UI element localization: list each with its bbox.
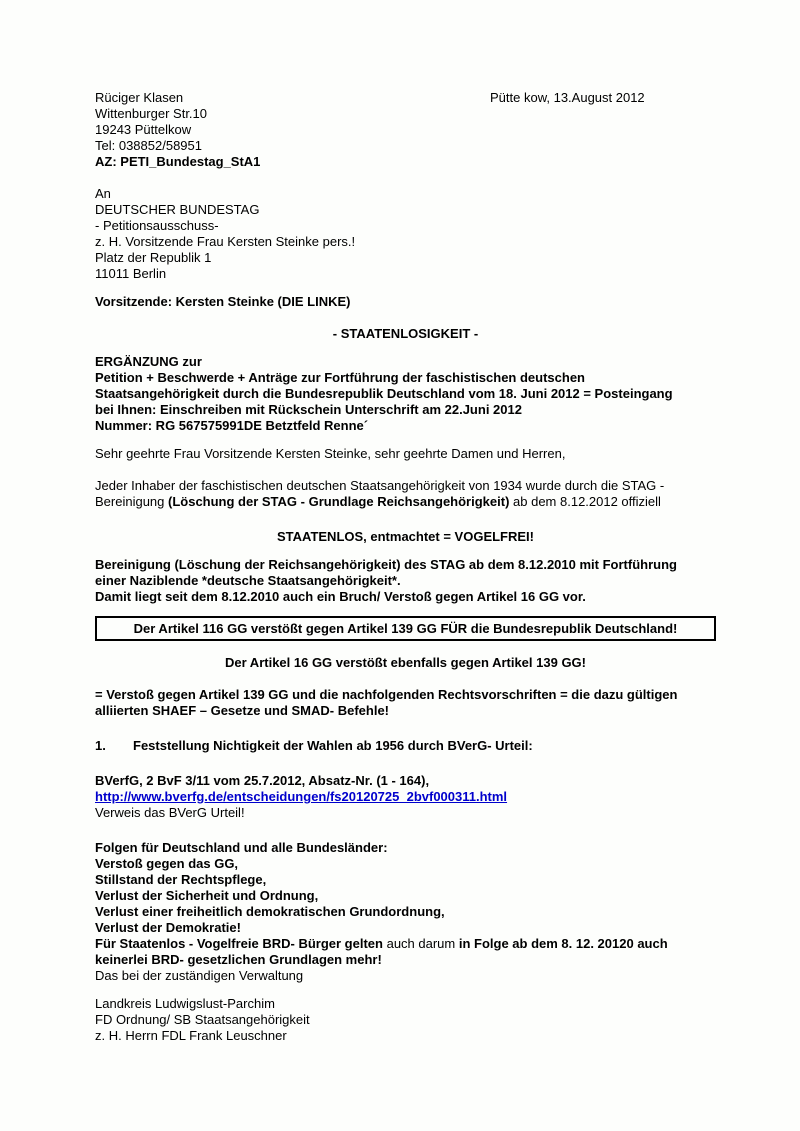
verstoss-block: [95, 687, 716, 719]
folgen-item: Verlust der Demokratie!: [95, 920, 241, 935]
folgen-conclusion-line1: [95, 936, 716, 952]
footer-recipient-line: FD Ordnung/ SB Staatsangehörigkeit: [95, 1012, 310, 1027]
folgen-block: [95, 840, 716, 984]
recipient-line: An: [95, 186, 111, 201]
sender-city: 19243 Püttelkow: [95, 122, 192, 137]
footer-recipient-block: [95, 996, 716, 1044]
list-item-text: Feststellung Nichtigkeit der Wahlen ab 1956 durch BVerG- Urteil:: [133, 738, 533, 753]
verstoss-line: alliierten SHAEF – Gesetze und SMAD- Befehle!: [95, 703, 390, 718]
paragraph-stag-line1: Jeder Inhaber der faschistischen deutschen Staatsangehörigkeit von 1934 wurde durch die STAG -: [95, 478, 665, 493]
ergaenzung-block: [95, 354, 716, 434]
bereinigung-line: Damit liegt seit dem 8.12.2010 auch ein Bruch/ Verstoß gegen Artikel 16 GG vor.: [95, 589, 586, 604]
paragraph-stag-line2: [95, 494, 716, 510]
verstoss-line: = Verstoß gegen Artikel 139 GG und die nachfolgenden Rechtsvorschriften = die dazu gültigen: [95, 687, 678, 702]
folgen-item: Verlust der Sicherheit und Ordnung,: [95, 888, 319, 903]
folgen-conclusion-bold-end: in Folge ab dem 8. 12. 20120 auch: [458, 936, 668, 951]
folgen-conclusion-bold: Für Staatenlos - Vogelfreie BRD- Bürger gelten: [95, 936, 387, 951]
paragraph-stag: [95, 478, 716, 510]
recipient-line: 11011 Berlin: [95, 266, 167, 281]
ergaenzung-line: Petition + Beschwerde + Anträge zur Fortführung der faschistischen deutschen: [95, 370, 586, 385]
footer-recipient-line: Landkreis Ludwigslust-Parchim: [95, 996, 275, 1011]
recipient-line: z. H. Vorsitzende Frau Kersten Steinke pers.!: [95, 234, 356, 249]
ergaenzung-line: Staatsangehörigkeit durch die Bundesrepublik Deutschland vom 18. Juni 2012 = Posteingang: [95, 386, 673, 401]
folgen-note: Das bei der zuständigen Verwaltung: [95, 968, 304, 983]
folgen-conclusion-regular: auch darum: [386, 936, 459, 951]
court-reference-link-row: [95, 789, 716, 805]
paragraph-stag-regular-end: ab dem 8.12.2012 offiziell: [509, 494, 661, 509]
ergaenzung-line: ERGÄNZUNG zur: [95, 354, 202, 369]
footer-recipient-line: z. H. Herrn FDL Frank Leuschner: [95, 1028, 287, 1043]
court-reference-line: BVerfG, 2 BvF 3/11 vom 25.7.2012, Absatz-Nr. (1 - 164),: [95, 773, 430, 788]
letter-header: [95, 90, 716, 170]
paragraph-stag-regular: Bereinigung: [95, 494, 168, 509]
bverfg-link[interactable]: http://www.bverfg.de/entscheidungen/fs20120725_2bvf000311.html: [95, 789, 508, 804]
bereinigung-block: [95, 557, 716, 605]
court-reference-note: Verweis das BVerG Urteil!: [95, 805, 245, 820]
recipient-line: Platz der Republik 1: [95, 250, 212, 265]
paragraph-stag-bold: (Löschung der STAG - Grundlage Reichsangehörigkeit): [168, 494, 510, 509]
salutation: Sehr geehrte Frau Vorsitzende Kersten Steinke, sehr geehrte Damen und Herren,: [95, 446, 566, 461]
sender-phone: Tel: 038852/58951: [95, 138, 202, 153]
recipient-line: - Petitionsausschuss-: [95, 218, 219, 233]
slogan: STAATENLOS, entmachtet = VOGELFREI!: [276, 529, 535, 544]
folgen-item: Verstoß gegen das GG,: [95, 856, 239, 871]
list-item-1: [95, 738, 716, 754]
sender-name: Rüciger Klasen: [95, 90, 184, 105]
sender-file-reference: AZ: PETI_Bundestag_StA1: [95, 154, 261, 169]
list-item-number: 1.: [95, 738, 106, 753]
bereinigung-line: einer Naziblende *deutsche Staatsangehörigkeit*.: [95, 573, 401, 588]
ergaenzung-line: bei Ihnen: Einschreiben mit Rückschein Unterschrift am 22.Juni 2012: [95, 402, 522, 417]
centered-statement: Der Artikel 16 GG verstößt ebenfalls gegen Artikel 139 GG!: [225, 655, 586, 670]
main-title: - STAATENLOSIGKEIT -: [332, 326, 479, 341]
dateline: Pütte kow, 13.August 2012: [490, 90, 645, 105]
folgen-title: Folgen für Deutschland und alle Bundesländer:: [95, 840, 388, 855]
recipient-block: [95, 186, 716, 282]
folgen-item: Verlust einer freiheitlich demokratischen Grundordnung,: [95, 904, 445, 919]
boxed-statement: Der Artikel 116 GG verstößt gegen Artikel 139 GG FÜR die Bundesrepublik Deutschland!: [95, 616, 716, 641]
ergaenzung-line: Nummer: RG 567575991DE Betztfeld Renne´: [95, 418, 369, 433]
bereinigung-line: Bereinigung (Löschung der Reichsangehörigkeit) des STAG ab dem 8.12.2010 mit Fortführung: [95, 557, 677, 572]
court-reference-block: [95, 773, 716, 821]
sender-street: Wittenburger Str.10: [95, 106, 207, 121]
chairwoman-line: Vorsitzende: Kersten Steinke (DIE LINKE): [95, 294, 351, 309]
recipient-line: DEUTSCHER BUNDESTAG: [95, 202, 260, 217]
folgen-item: Stillstand der Rechtspflege,: [95, 872, 267, 887]
folgen-conclusion-line2: keinerlei BRD- gesetzlichen Grundlagen mehr!: [95, 952, 382, 967]
